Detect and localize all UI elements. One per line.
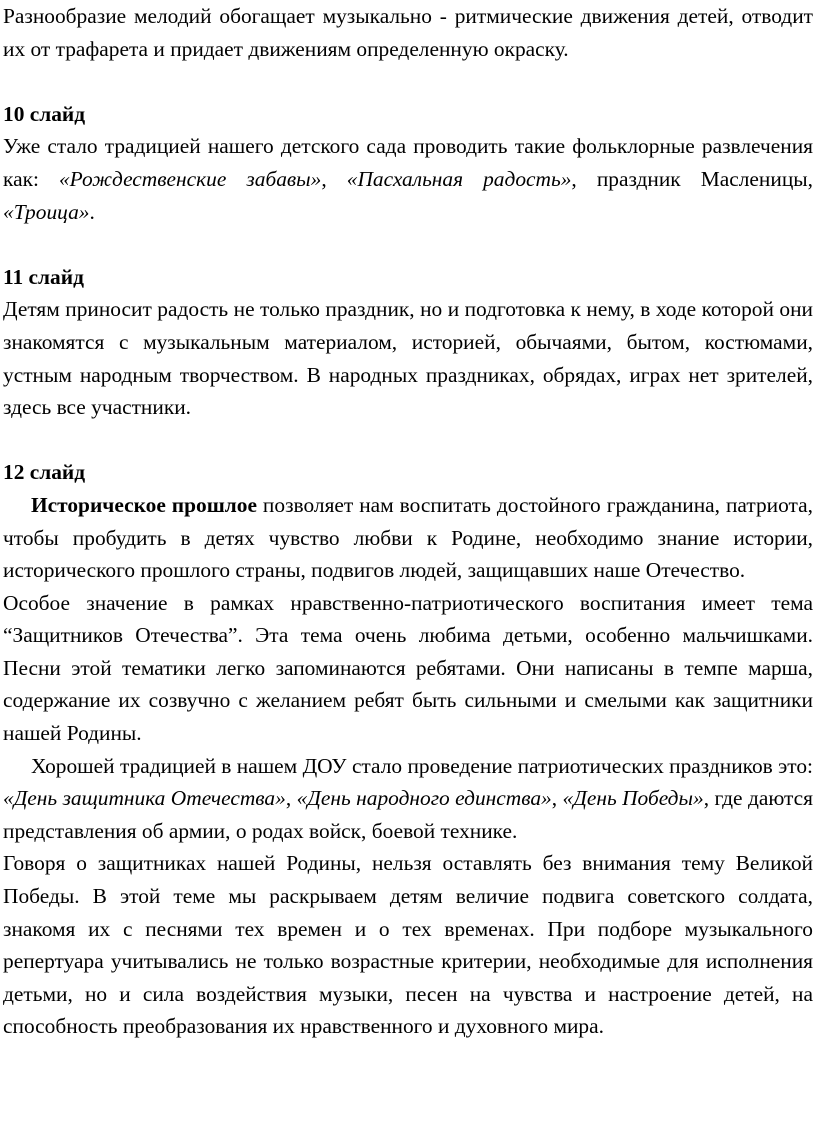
- slide-11-heading: 11 слайд: [3, 264, 84, 289]
- slide-10-heading: 10 слайд: [3, 101, 86, 126]
- slide-10-item-easter: «Пасхальная радость»: [346, 166, 572, 191]
- spacer: [3, 424, 813, 457]
- slide-10-separator: , праздник Масленицы,: [571, 166, 813, 191]
- document-page: [3, 0, 813, 1043]
- slide-10-separator: ,: [321, 166, 347, 191]
- slide-12-item-unity-day: «День народного единства»: [296, 786, 552, 811]
- slide-10-text-start: Уже стало традицией нашего детского сада проводить такие фольклорные развлечения как:: [3, 134, 813, 191]
- slide-12-separator: ,: [551, 786, 563, 811]
- slide-12-paragraph-victory: Говоря о защитниках нашей Родины, нельзя оставлять без внимания тему Великой Победы. В этой теме мы раскрываем детям величие подвига советского солдата, знакомя их с песнями тех времен и о тех временах. При подборе музыкального репертуара учитывались не только возрастные критерии, необходимые для исполнения детьми, но и сила воздействия музыки, песен на чувства и настроение детей, на способность преобразования их нравственного и духовного мира.: [3, 851, 813, 1039]
- intro-paragraph: Разнообразие мелодий обогащает музыкально - ритмические движения детей, отводит их от трафарета и придает движениям определенную окраску.: [3, 4, 813, 61]
- slide-10-item-trinity: «Троица»: [3, 199, 90, 224]
- slide-10-text-end: .: [89, 199, 95, 224]
- spacer: [3, 228, 813, 261]
- slide-12-item-defender-day: «День защитника Отечества»: [3, 786, 286, 811]
- spacer: [3, 65, 813, 98]
- slide-12-history-text: позволяет нам воспитать достойного гражданина, патриота, чтобы пробудить в детях чувство любви к Родине, необходимо знание истории, исторического прошлого страны, подвигов людей, защищавших наше Отечество.: [3, 492, 813, 583]
- slide-10-item-christmas: «Рождественские забавы»: [58, 166, 322, 191]
- slide-12-paragraph-holidays: [3, 750, 813, 848]
- slide-12-paragraph-history: [3, 489, 813, 587]
- slide-12-paragraph-defenders: Особое значение в рамках нравственно-патриотического воспитания имеет тема “Защитников Отечества”. Эта тема очень любима детьми, особенно мальчишками. Песни этой тематики легко запоминаются ребятами. Они написаны в темпе марша, содержание их созвучно с желанием ребят быть сильными и смелыми как защитники нашей Родины.: [3, 590, 813, 746]
- slide-10-paragraph: [3, 130, 813, 228]
- slide-12-bold-term: Историческое прошлое: [31, 492, 257, 517]
- slide-11-paragraph: Детям приносит радость не только праздник, но и подготовка к нему, в ходе которой они знакомятся с музыкальным материалом, историей, обычаями, бытом, костюмами, устным народным творчеством. В народных праздниках, обрядах, играх нет зрителей, здесь все участники.: [3, 297, 813, 420]
- slide-12-heading: 12 слайд: [3, 460, 86, 485]
- slide-12-holidays-start: Хорошей традицией в нашем ДОУ стало проведение патриотических праздников это:: [31, 753, 813, 778]
- slide-12-separator: ,: [285, 786, 297, 811]
- slide-12-item-victory-day: «День Победы»: [562, 786, 704, 811]
- slide-12-holidays-end: , где даются представления об армии, о родах войск, боевой технике.: [3, 786, 813, 843]
